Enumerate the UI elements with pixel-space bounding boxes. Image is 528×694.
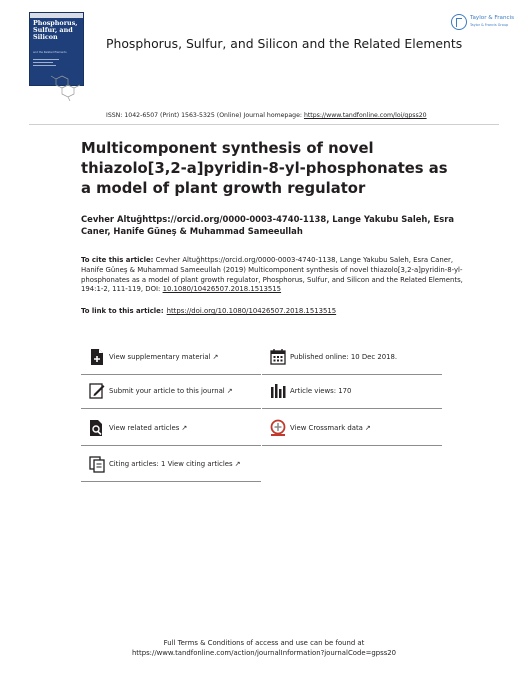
article-doi-url[interactable]: https://doi.org/10.1080/10426507.2018.1513515 xyxy=(166,307,337,315)
footer xyxy=(0,638,528,658)
publisher-group: Taylor & Francis Group xyxy=(470,23,509,27)
publisher-logo[interactable] xyxy=(451,13,513,35)
journal-title[interactable]: Phosphorus, Sulfur, and Silicon and the Related Elements xyxy=(106,36,463,51)
action-citing-articles[interactable] xyxy=(81,450,261,482)
action-view-related[interactable] xyxy=(81,414,261,446)
article-title: Multicomponent synthesis of novel thiazolo[3,2-a]pyridin-8-yl-phosphonates as a model of plant growth regulator xyxy=(81,140,448,197)
citation-text: Cevher Altuğhttps://orcid.org/0000-0003-4740-1138, Lange Yakubu Saleh, Esra Caner, Hanife Güneş & Muhammad Sameeullah (2019) Multicomponent synthesis of novel thiazolo[3,2-a]pyridin-8-yl-phosphonates as a model of plant growth regulator, Phosphorus, Sulfur, and Silicon and the Related Elements, 194:1-2, 111-119, DOI: xyxy=(81,256,463,294)
molecule-graphic xyxy=(48,72,84,102)
action-label: Citing articles: 1 View citing articles xyxy=(109,460,233,468)
article-link-block xyxy=(81,306,336,316)
external-link-icon: ↗ xyxy=(364,424,371,432)
external-link-icon: ↗ xyxy=(226,387,233,395)
related-articles-icon xyxy=(88,419,106,437)
published-date-label: Published online: 10 Dec 2018. xyxy=(290,353,398,361)
article-views-cell xyxy=(262,377,442,409)
article-authors: Cevher Altuğhttps://orcid.org/0000-0003-4740-1138, Lange Yakubu Saleh, Esra Caner, Hanife Güneş & Muhammad Sameeullah xyxy=(81,214,454,236)
header-divider xyxy=(29,124,499,125)
publisher-name: Taylor & Francis xyxy=(470,15,515,21)
action-label: View Crossmark data xyxy=(290,424,363,432)
crossmark-icon xyxy=(269,419,287,437)
issn-text: ISSN: 1042-6507 (Print) 1563-5325 (Online) Journal homepage: xyxy=(106,112,304,119)
journal-homepage-link[interactable]: https://www.tandfonline.com/loi/gpss20 xyxy=(303,112,427,119)
issn-line xyxy=(106,112,427,119)
action-label: Submit your article to this journal xyxy=(109,387,225,395)
article-views-label: Article views: 170 xyxy=(290,387,352,395)
cover-text-lines xyxy=(33,59,63,68)
link-label: To link to this article: xyxy=(81,307,164,315)
doi-link[interactable]: 10.1080/10426507.2018.1513515 xyxy=(162,285,282,294)
citation-label: To cite this article: xyxy=(81,256,154,264)
citing-articles-icon xyxy=(88,455,106,473)
cover-subtitle: and the Related Elements xyxy=(33,51,67,54)
footer-terms-url[interactable]: https://www.tandfonline.com/action/journalInformation?journalCode=gpss20 xyxy=(131,649,397,657)
external-link-icon: ↗ xyxy=(212,353,219,361)
tf-logo-icon xyxy=(451,14,467,30)
action-label: View supplementary material xyxy=(109,353,211,361)
action-submit-article[interactable] xyxy=(81,377,261,409)
cover-top-band xyxy=(30,13,83,18)
citation-block xyxy=(81,256,471,295)
submit-article-icon xyxy=(88,382,106,400)
bar-chart-icon xyxy=(269,382,287,400)
cover-title: Phosphorus, Sulfur, and Silicon xyxy=(33,19,78,41)
published-date-cell xyxy=(262,343,442,375)
calendar-icon xyxy=(269,348,287,366)
action-label: View related articles xyxy=(109,424,180,432)
external-link-icon: ↗ xyxy=(234,460,241,468)
external-link-icon: ↗ xyxy=(181,424,188,432)
footer-terms-text: Full Terms & Conditions of access and use can be found at xyxy=(163,639,365,647)
supplementary-material-icon xyxy=(88,348,106,366)
action-view-supplementary[interactable] xyxy=(81,343,261,375)
action-view-crossmark[interactable] xyxy=(262,414,442,446)
